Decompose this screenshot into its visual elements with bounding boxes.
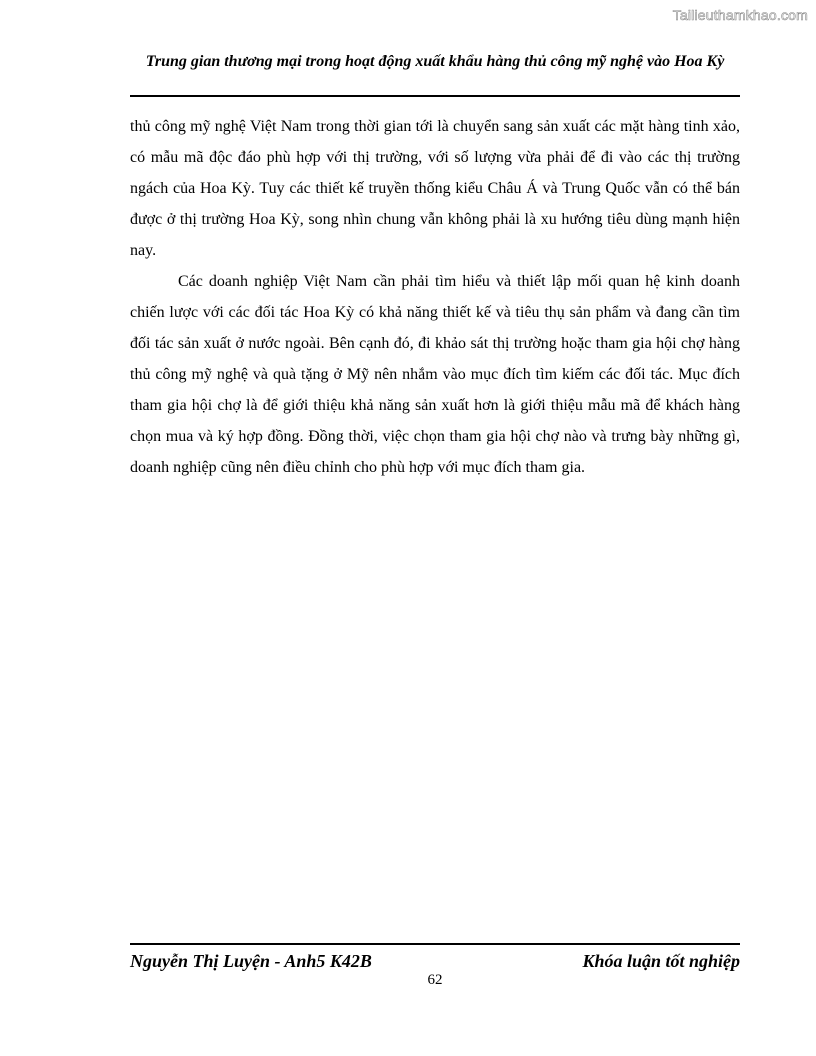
watermark-text: Tailieuthamkhao.com bbox=[672, 7, 808, 23]
paragraph: Các doanh nghiệp Việt Nam cần phải tìm hiểu và thiết lập mối quan hệ kinh doanh chiến lược với các đối tác Hoa Kỳ có khả năng thiết kế và tiêu thụ sản phẩm và đang cần tìm đối tác sản xuất ở nước ngoài. Bên cạnh đó, đi khảo sát thị trường hoặc tham gia hội chợ hàng thủ công mỹ nghệ và quà tặng ở Mỹ nên nhắm vào mục đích tìm kiếm các đối tác. Mục đích tham gia hội chợ là để giới thiệu khả năng sản xuất hơn là giới thiệu mẫu mã để khách hàng chọn mua và ký hợp đồng. Đồng thời, việc chọn tham gia hội chợ nào và trưng bày những gì, doanh nghiệp cũng nên điều chỉnh cho phù hợp với mục đích tham gia. bbox=[130, 273, 740, 476]
page-number: 62 bbox=[427, 972, 443, 988]
paragraph-continuation: thủ công mỹ nghệ Việt Nam trong thời gian tới là chuyển sang sản xuất các mặt hàng tinh xảo, có mẫu mã độc đáo phù hợp với thị trường, với số lượng vừa phải để đi vào các thị trường ngách của Hoa Kỳ. Tuy các thiết kế truyền thống kiểu Châu Á và Trung Quốc vẫn có thể bán được ở thị trường Hoa Kỳ, song nhìn chung vẫn không phải là xu hướng tiêu dùng mạnh hiện nay. bbox=[130, 118, 740, 259]
document-body bbox=[130, 111, 740, 483]
header-divider bbox=[130, 95, 740, 97]
footer-author: Nguyễn Thị Luyện - Anh5 K42B bbox=[130, 951, 372, 971]
page-header-title: Trung gian thương mại trong hoạt động xuất khẩu hàng thủ công mỹ nghệ vào Hoa Kỳ bbox=[145, 53, 725, 70]
footer-document-type: Khóa luận tốt nghiệp bbox=[582, 951, 740, 971]
footer-divider bbox=[130, 943, 740, 945]
